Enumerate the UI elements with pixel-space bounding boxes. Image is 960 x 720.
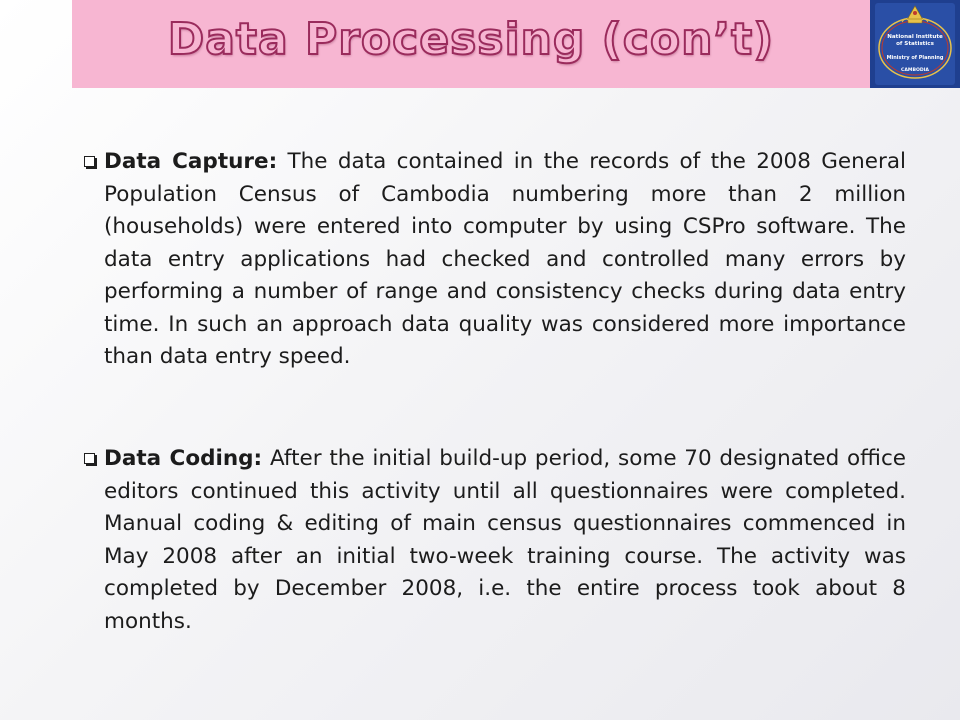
bullet-body: The data contained in the records of the 2008 General Population Census of Cambodia numbering more than 2 million (households) were entered into computer by using CSPro software. The data entry applications had checked and controlled many errors by performing a number of range and consistency checks during data entry time. In such an approach data quality was considered more importance than data entry speed. bbox=[104, 149, 906, 369]
square-bullet-icon bbox=[84, 156, 95, 167]
logo-text-line1: National Institute bbox=[887, 34, 943, 40]
logo-text-line3: Ministry of Planning bbox=[886, 55, 944, 61]
slide-title: Data Processing (con’t) bbox=[167, 14, 775, 65]
bullet-label: Data Coding: bbox=[104, 446, 263, 471]
nis-logo bbox=[870, 0, 960, 88]
bullet-paragraph bbox=[104, 146, 906, 374]
title-banner bbox=[72, 0, 870, 88]
logo-text-line4: CAMBODIA bbox=[901, 68, 929, 73]
bullet-body: After the initial build-up period, some 70 designated office editors continued this activity until all questionnaires were completed. Manual coding & editing of main census questionnaires commenced in May 2008 after an initial two-week training course. The activity was completed by December 2008, i.e. the entire process took about 8 months. bbox=[104, 446, 906, 634]
square-bullet-icon bbox=[84, 453, 95, 464]
bullet-label: Data Capture: bbox=[104, 149, 278, 174]
bullet-paragraph bbox=[104, 443, 906, 638]
logo-text-line2: of Statistics bbox=[896, 41, 934, 47]
